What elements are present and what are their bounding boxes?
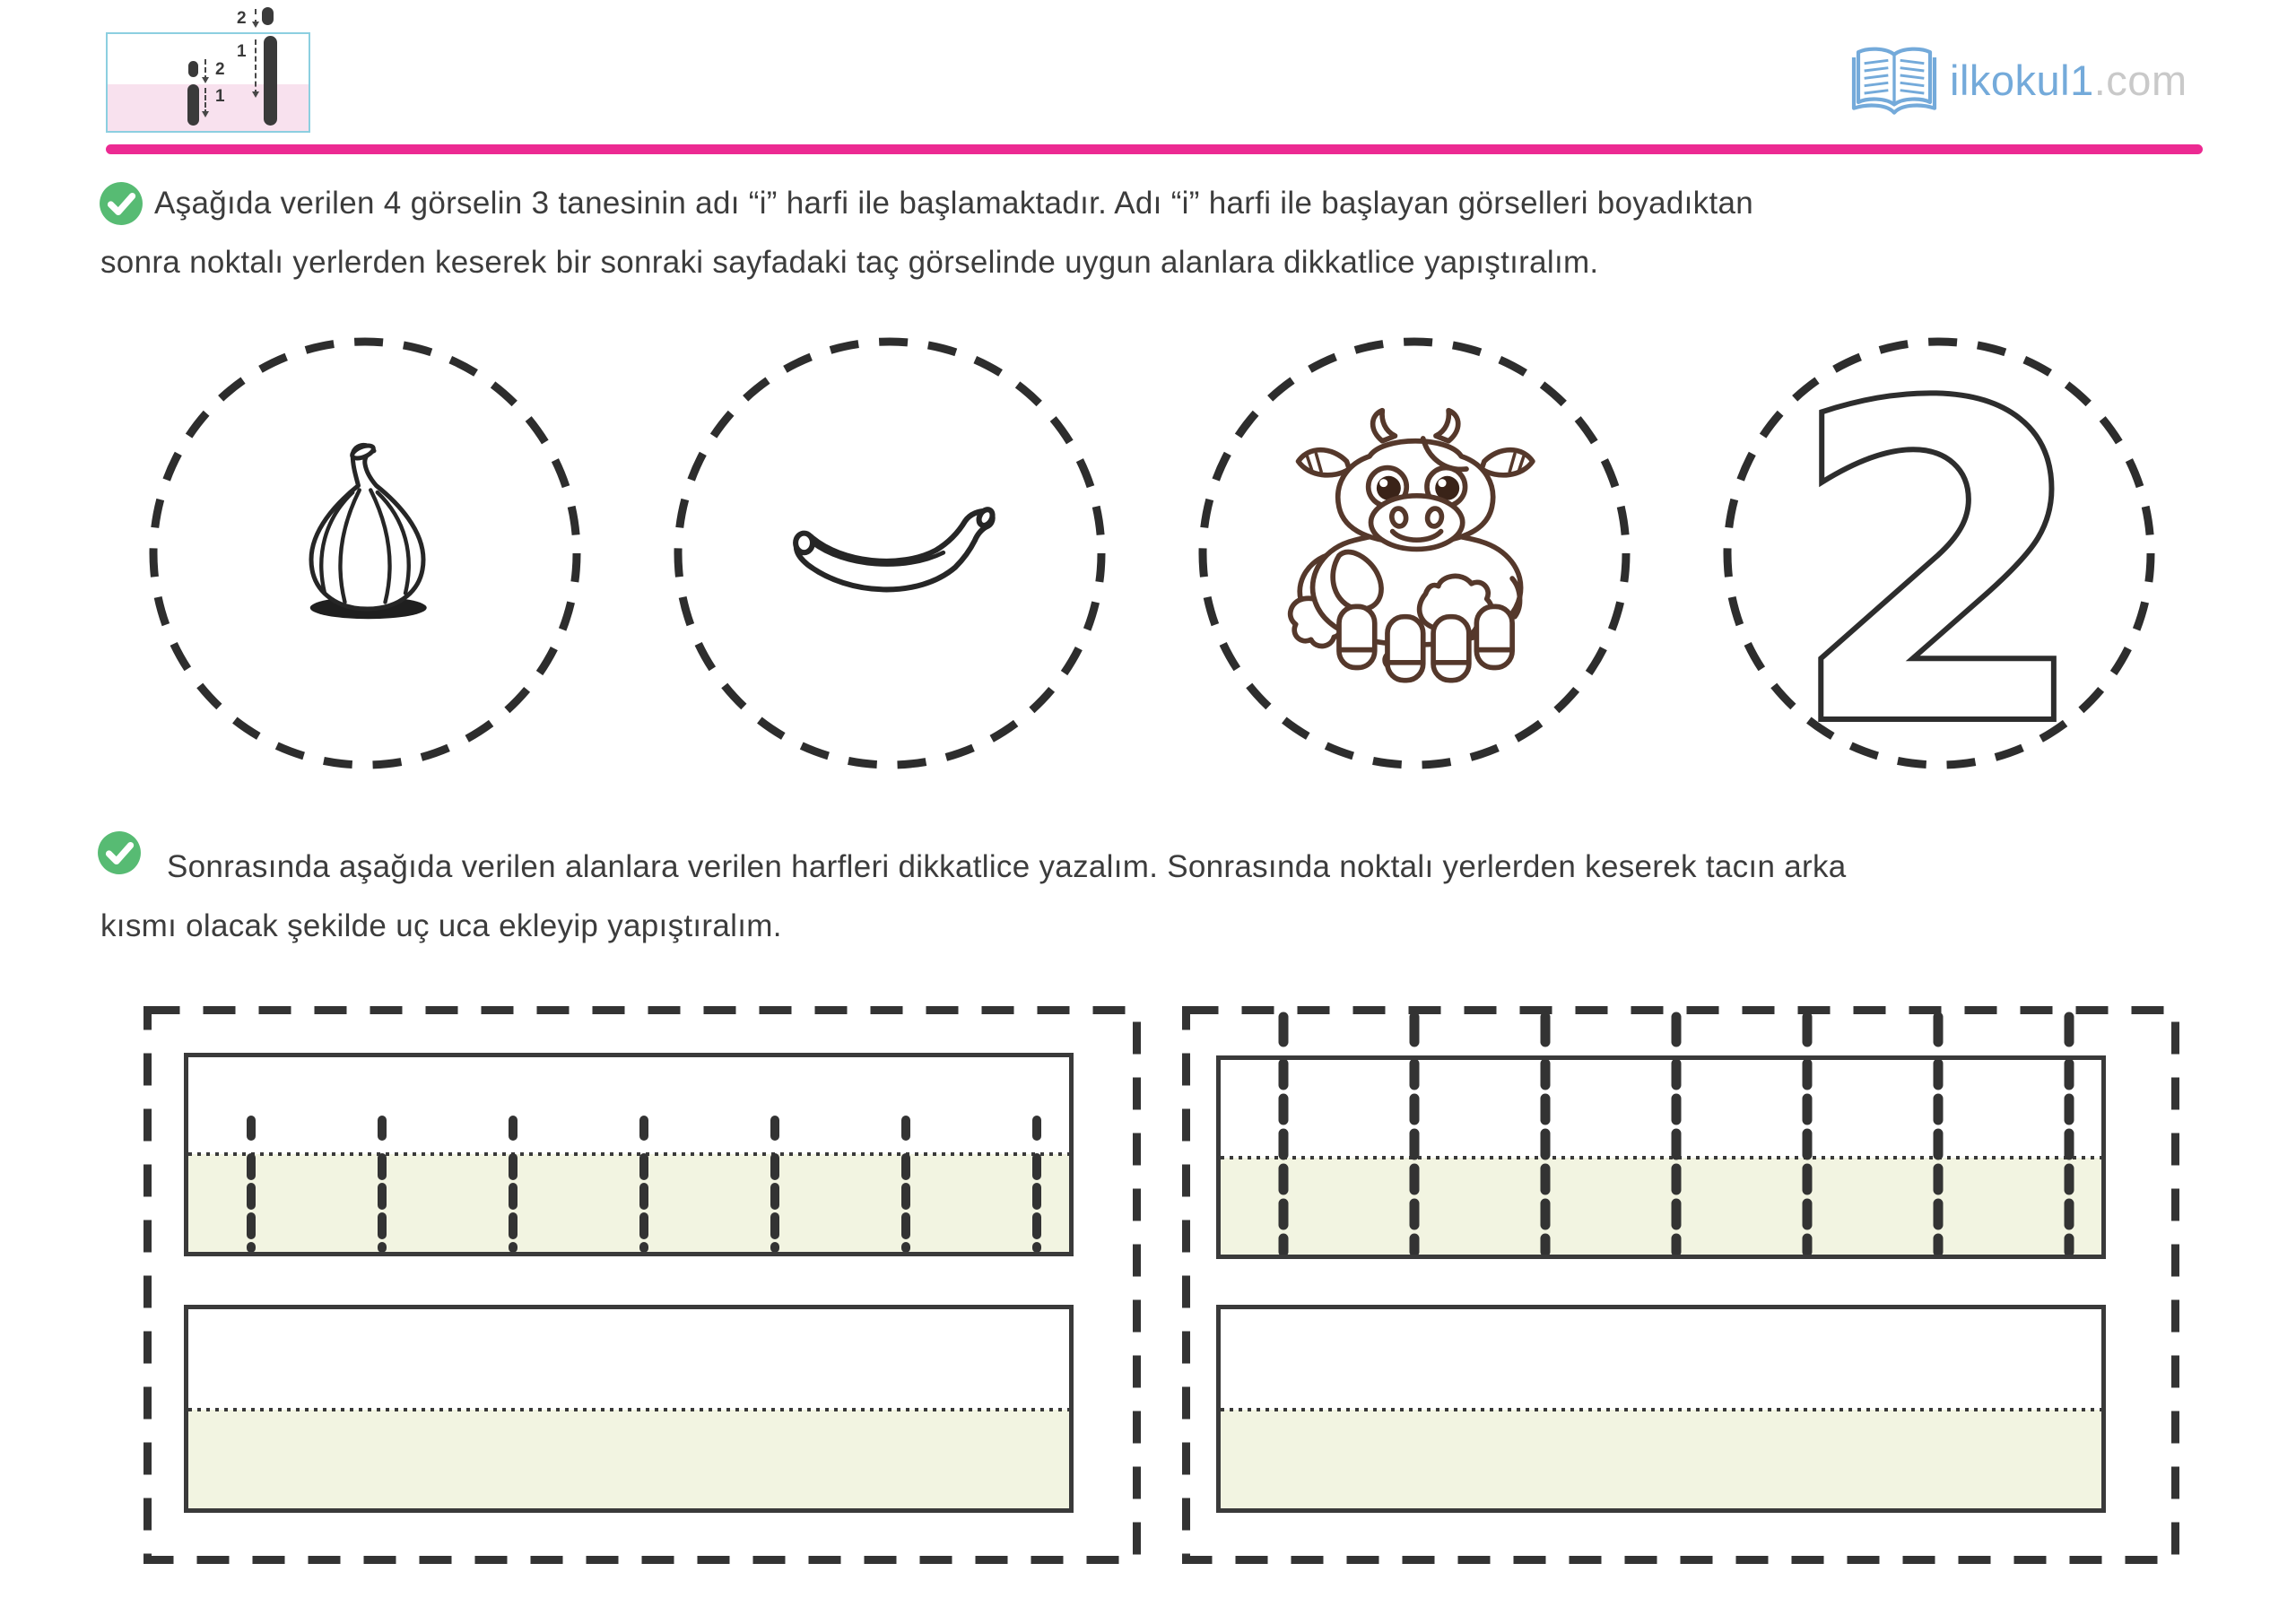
instruction-1-line-2: sonra noktalı yerlerden keserek bir sonraki sayfadaki taç görselinde uygun alanlara dikkatlice yapıştıralım. <box>100 245 1599 280</box>
logo-name: ilkokul1 <box>1950 56 2094 104</box>
cutout-circle-number-2 <box>1721 335 2157 771</box>
small-i-body <box>187 84 199 126</box>
right-top-writing-strip <box>1216 1008 2106 1259</box>
instruction-2-line-1: Sonrasında aşağıda verilen alanlara verilen harfleri dikkatlice yazalım. Sonrasında noktalı yerlerden keserek tacın arka <box>167 849 1847 884</box>
letter-writing-guide <box>106 5 312 133</box>
left-bottom-writing-strip <box>184 1305 1074 1513</box>
cutout-circle-cow <box>1196 335 1632 771</box>
small-i-dot-order: 2 <box>215 60 225 79</box>
tall-i-body <box>264 36 277 126</box>
small-i-dot-arrow <box>204 59 206 81</box>
banana-outline-drawing <box>796 507 996 589</box>
small-i-body-order: 1 <box>215 87 225 106</box>
instruction-1-line-1: Aşağıda verilen 4 görselin 3 tanesinin adı “i” harfi ile başlamaktadır. Adı “i” harfi ile başlayan görselleri boyadıktan <box>154 186 1754 221</box>
cutout-circle-fig <box>147 335 583 771</box>
tall-i-body-order: 1 <box>237 42 247 61</box>
pink-divider-rule <box>106 144 2203 154</box>
tall-i-body-arrow <box>255 39 257 95</box>
number-2-outline: 2 <box>1786 335 2092 771</box>
right-bottom-writing-strip <box>1216 1305 2106 1513</box>
green-check-icon <box>99 181 144 226</box>
left-top-writing-strip <box>184 1053 1074 1256</box>
logo-text <box>1950 56 2187 104</box>
logo-suffix: .com <box>2093 56 2187 104</box>
open-book-icon <box>1849 41 1939 118</box>
tall-i-dot-arrow <box>255 9 257 25</box>
green-check-icon <box>97 830 142 875</box>
tall-i-dot-order: 2 <box>237 9 247 28</box>
site-logo <box>1849 41 2187 118</box>
tall-i-dot <box>262 7 274 25</box>
small-i-dot <box>188 61 198 77</box>
cut-line-circle <box>678 342 1101 765</box>
cow-outline-drawing <box>1291 411 1533 681</box>
instruction-2-line-2: kısmı olacak şekilde uç uca ekleyip yapıştıralım. <box>100 908 782 943</box>
small-i-body-arrow <box>204 88 206 115</box>
cutout-circle-banana <box>672 335 1108 771</box>
fig-outline-drawing <box>310 443 427 619</box>
